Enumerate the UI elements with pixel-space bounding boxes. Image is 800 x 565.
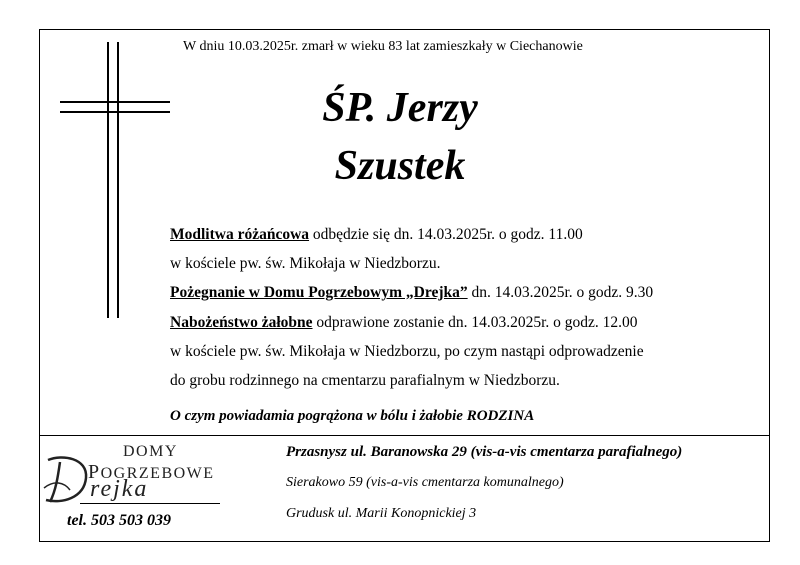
deceased-name-first: ŚP. Jerzy: [322, 85, 478, 131]
ceremony-heading: Pożegnanie w Domu Pogrzebowym „Drejka”: [170, 284, 468, 301]
logo-script-drejka: rejka: [90, 476, 149, 502]
cross-icon: [0, 0, 200, 330]
ceremony-details: odprawione zostanie dn. 14.03.2025r. o godz. 12.00: [312, 314, 638, 331]
logo-rest: OGRZEBOWE: [100, 465, 215, 482]
address-grudusk: Grudusk ul. Marii Konopnickiej 3: [286, 506, 477, 521]
ceremony-heading: Nabożeństwo żałobne: [170, 314, 313, 331]
ceremony-details: odbędzie się dn. 14.03.2025r. o godz. 11.00: [309, 226, 583, 243]
deceased-name-last: Szustek: [334, 143, 466, 189]
logo-text-domy: DOMY: [123, 443, 178, 460]
ceremony-details: w kościele pw. św. Mikołaja w Niedzborzu.: [170, 255, 441, 272]
logo-underline: [80, 503, 220, 504]
ceremony-line: [170, 284, 653, 302]
logo-initial: P: [88, 461, 101, 483]
address-sierakowo: Sierakowo 59 (vis-a-vis cmentarza komunalnego): [286, 475, 564, 490]
ceremony-details: do grobu rodzinnego na cmentarzu parafialnym w Niedzborzu.: [170, 372, 560, 389]
address-przasnysz: Przasnysz ul. Baranowska 29 (vis-a-vis cmentarza parafialnego): [286, 444, 683, 460]
ceremony-line: [170, 343, 644, 361]
ceremony-line: [170, 314, 638, 332]
death-notice-intro: W dniu 10.03.2025r. zmarł w wieku 83 lat zamieszkały w Ciechanowie: [183, 39, 583, 54]
ceremony-line: [170, 226, 583, 244]
ceremony-details: dn. 14.03.2025r. o godz. 9.30: [467, 284, 654, 301]
ceremony-line: [170, 255, 440, 273]
ceremony-line: [170, 372, 560, 390]
ceremony-details: w kościele pw. św. Mikołaja w Niedzborzu, po czym nastąpi odprowadzenie: [170, 343, 644, 360]
family-closing: O czym powiadamia pogrążona w bólu i żałobie RODZINA: [170, 408, 535, 424]
divider: [39, 435, 770, 436]
phone-number: tel. 503 503 039: [67, 512, 171, 529]
ceremony-heading: Modlitwa różańcowa: [170, 226, 310, 243]
